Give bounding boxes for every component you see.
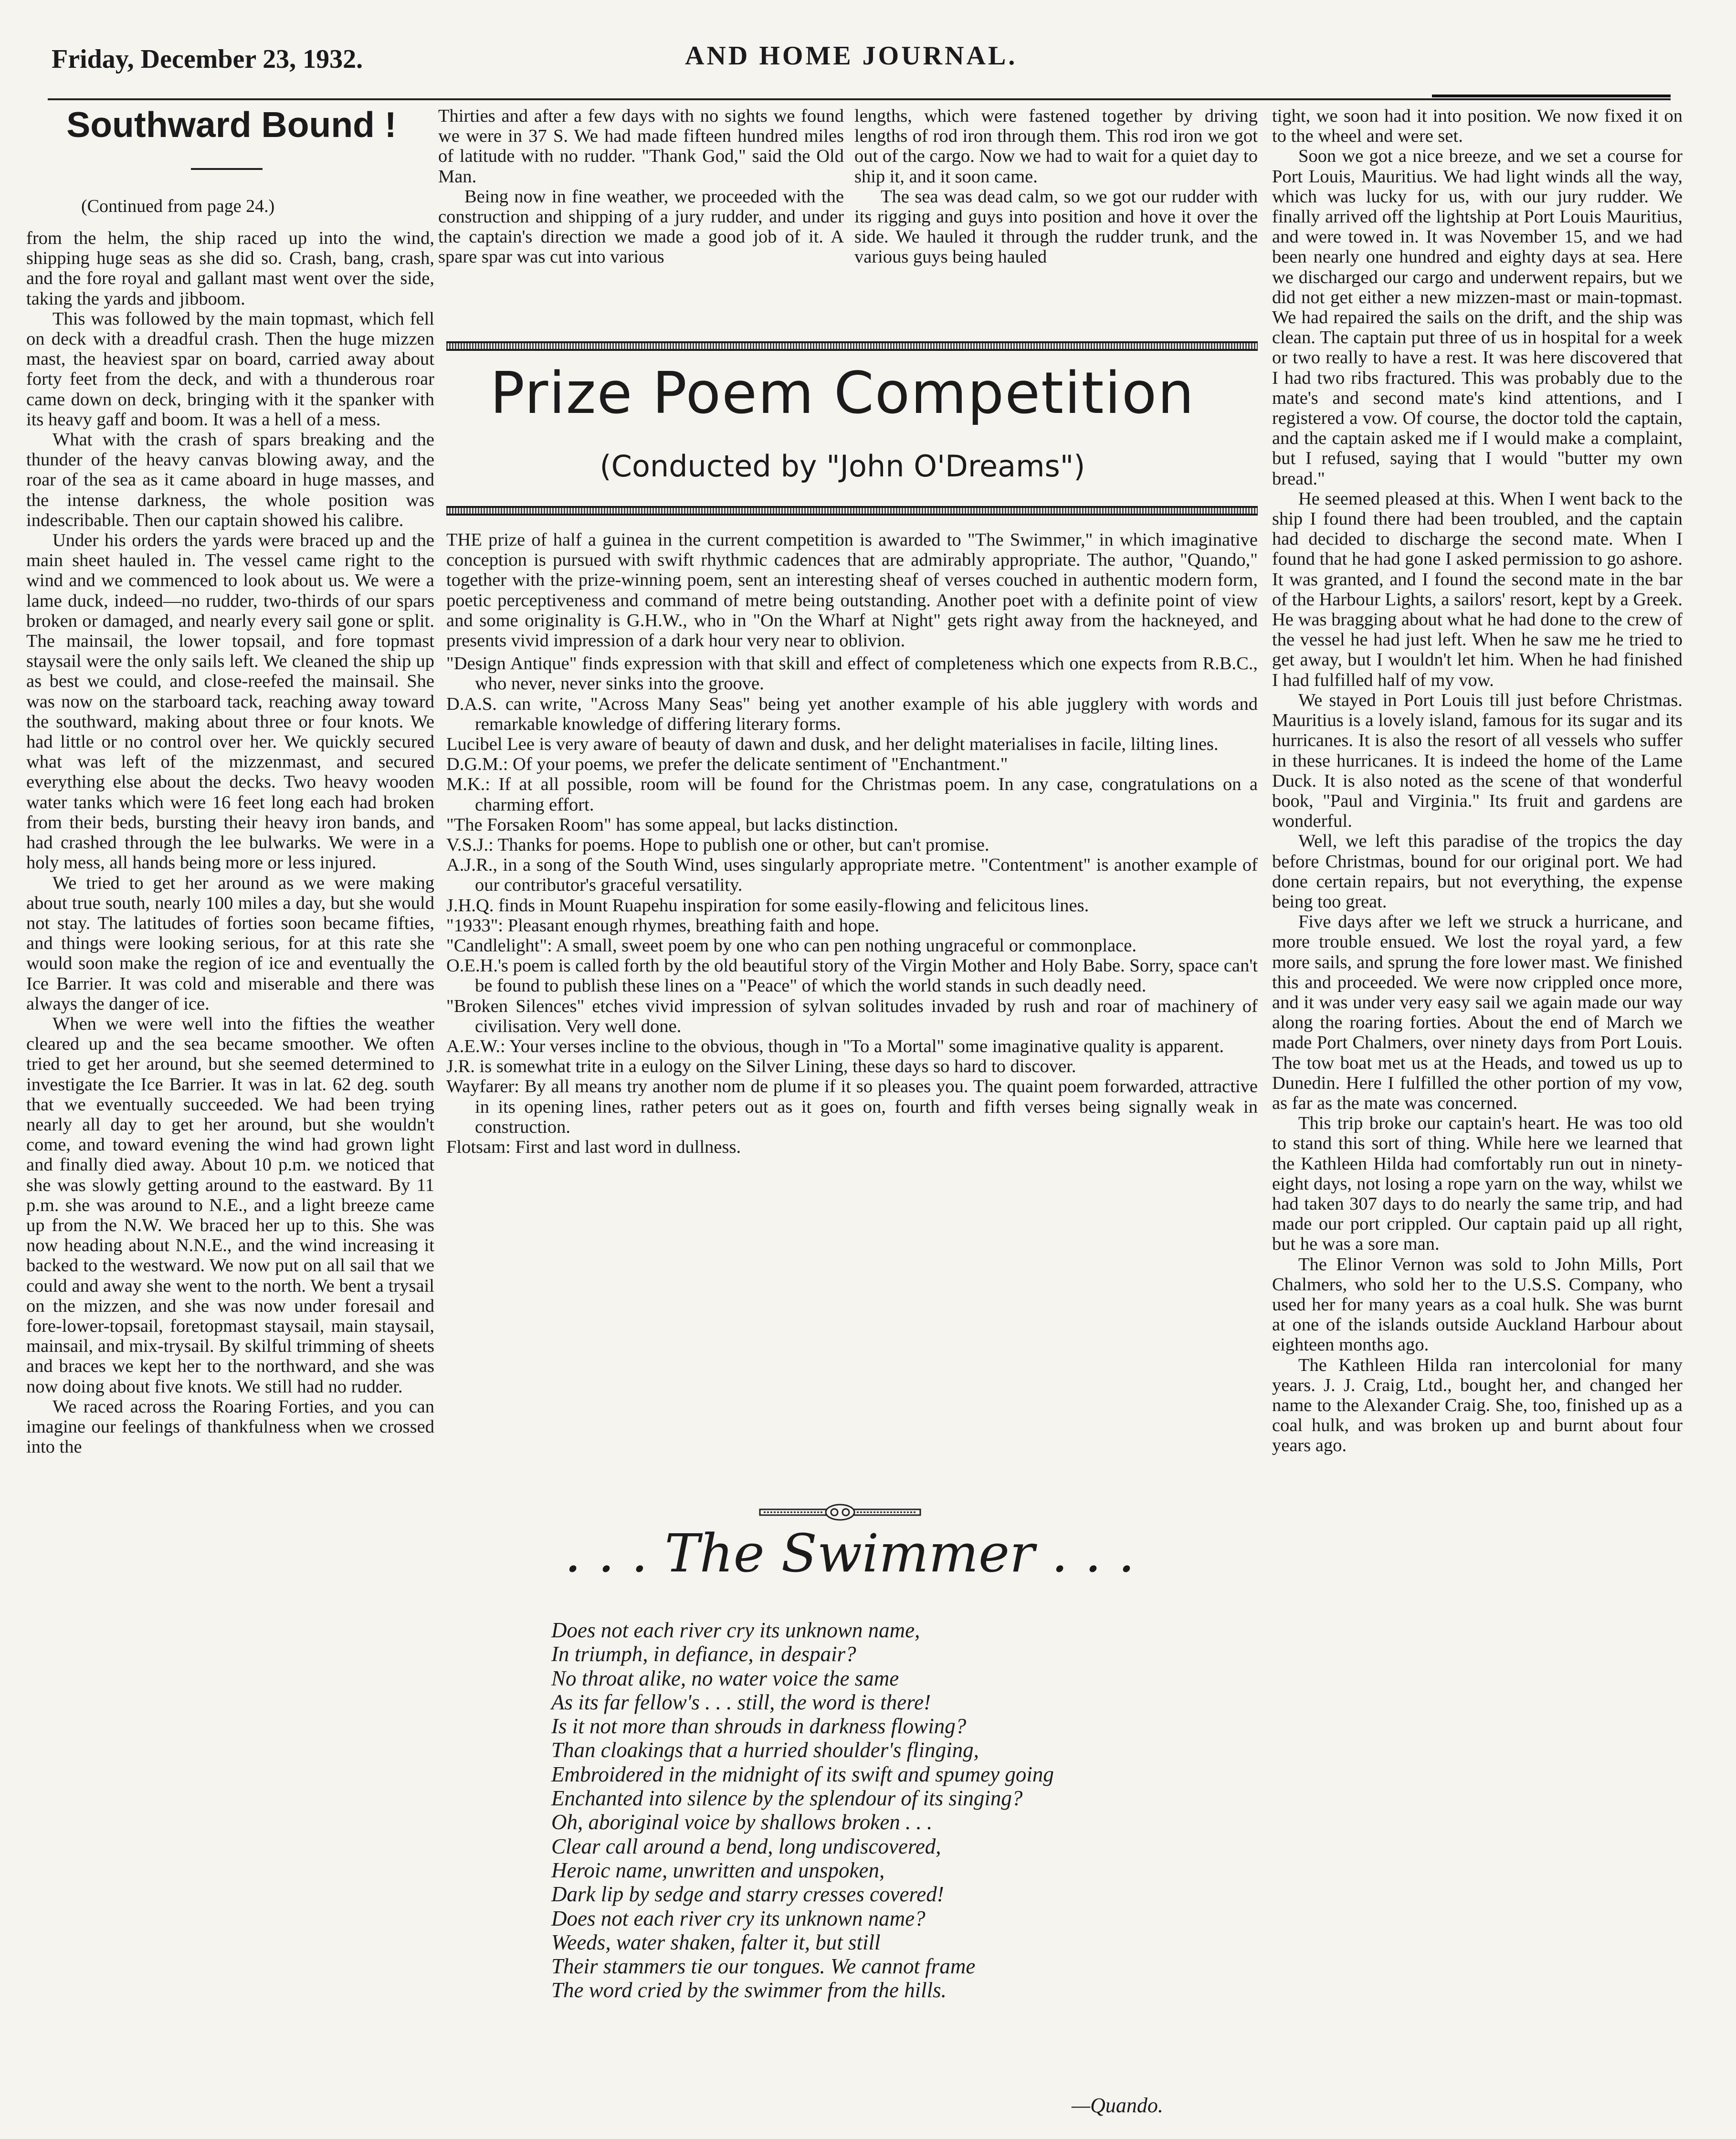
competition-subtitle: (Conducted by "John O'Dreams"): [600, 449, 1085, 484]
paragraph: The Elinor Vernon was sold to John Mills, Port Chalmers, who sold her to the U.S.S. Company, who used her for many years as a coal hulk. She was burnt at one of the islands outside Auckland Harbour about eighteen months ago.: [1272, 1254, 1683, 1355]
list-item: Lucibel Lee is very aware of beauty of dawn and dusk, and her delight materialises in facile, lilting lines.: [446, 734, 1219, 755]
paragraph: Being now in fine weather, we proceeded with the construction and shipping of a jury rudder, and under the captain's direction we made a good job of it. A spare spar was cut into various: [438, 186, 844, 267]
ornament-divider-icon: [759, 1504, 921, 1521]
list-item: A.J.R., in a song of the South Wind, uses singularly appropriate metre. "Contentment" is another example of our contributor's graceful versatility.: [446, 855, 1258, 896]
paragraph: We stayed in Port Louis till just before Christmas. Mauritius is a lovely island, famous for its sugar and its hurricanes. It is also the resort of all vessels who suffer in these hurricanes. It is indeed the home of the Lame Duck. It is also noted as the scene of that wonderful book, "Paul and Virginia." Its fruit and gardens are wonderful.: [1272, 690, 1683, 832]
competition-body: [446, 530, 1258, 1489]
poem-title: . . . The Swimmer . . .: [564, 1523, 1135, 1584]
paragraph: The sea was dead calm, so we got our rudder with its rigging and guys into position and hove it over the side. We hauled it through the rudder trunk, and the various guys being hauled: [854, 186, 1258, 267]
paragraph: Under his orders the yards were braced up and the main sheet hauled in. The vessel came right to the wind and we commenced to look about us. We were a lame duck, indeed—no rudder, two-thirds of our spars broken or damaged, and nearly every sail gone or split. The mainsail, the lower topsail, and fore topmast staysail were the only sails left. We cleaned the ship up as best we could, and close-reefed the mainsail. She was now on the starboard tack, reaching away toward the southward, making about three or four knots. We had little or no control over her. We quickly secured what was left of the mizzenmast, and secured everything else about the decks. Two heavy wooden water tanks which were 16 feet long each had broken from their beds, bursting their heavy iron bands, and had crashed through the lee bulwarks. We were in a holy mess, all hands being more or less injured.: [26, 530, 434, 873]
poem-author: —Quando.: [1072, 2094, 1163, 2117]
paragraph: We tried to get her around as we were making about true south, nearly 100 miles a day, but she would not stay. The latitudes of forties soon became fifties, and things were looking serious, for at this rate she would soon make the region of ice and eventually the Ice Barrier. It was cold and miserable and there was always the danger of ice.: [26, 873, 434, 1014]
header-rule: [48, 98, 1671, 100]
poem-body: [551, 1618, 1267, 2002]
poem-line: No throat alike, no water voice the same: [551, 1666, 899, 1690]
list-item: J.H.Q. finds in Mount Ruapehu inspiration for some easily-flowing and felicitous lines.: [446, 895, 1089, 916]
poem-line: Heroic name, unwritten and unspoken,: [551, 1858, 885, 1882]
paragraph: Thirties and after a few days with no sights we found we were in 37 S. We had made fifteen hundred miles of latitude with no rudder. "Thank God," said the Old Man.: [438, 106, 844, 187]
paragraph: lengths, which were fastened together by driving lengths of rod iron through them. This rod iron we got out of the cargo. Now we had to wait for a quiet day to ship it, and it soon came.: [854, 106, 1258, 187]
list-item: D.A.S. can write, "Across Many Seas" being yet another example of his able jugglery with words and remarkable knowledge of differing literary forms.: [446, 694, 1258, 734]
continued-note: (Continued from page 24.): [81, 196, 275, 216]
list-item: A.E.W.: Your verses incline to the obvious, though in "To a Mortal" some imaginative quality is apparent.: [446, 1036, 1224, 1057]
poem-line: Is it not more than shrouds in darkness flowing?: [551, 1714, 967, 1739]
article-column-2: [438, 106, 844, 326]
publication-title: AND HOME JOURNAL.: [685, 41, 1018, 71]
poem-line: Dark lip by sedge and starry cresses covered!: [551, 1882, 944, 1907]
article-column-3: [854, 106, 1258, 326]
list-item: "1933": Pleasant enough rhymes, breathing faith and hope.: [446, 915, 880, 936]
list-item: V.S.J.: Thanks for poems. Hope to publish one or other, but can't promise.: [446, 835, 989, 855]
paragraph: Soon we got a nice breeze, and we set a course for Port Louis, Mauritius. We had light winds all the way, which was lucky for us, with our jury rudder. We finally arrived off the lightship at Port Louis Mauritius, and were towed in. It was November 15, and we had been nearly one hundred and eighty days at sea. Here we discharged our cargo and underwent repairs, but we did not get either a new mizzen-mast or main-topmast. We had repaired the sails on the drift, and the ship was clean. The captain put three of us in hospital for a week or two really to have a rest. It was here discovered that I had two ribs fractured. This was probably due to the mate's and second mate's kind attentions, and I registered a vow. Of course, the doctor told the captain, and the captain asked me if I would make a complaint, but I refused, saying that I would "butter my own bread.": [1272, 146, 1683, 489]
paragraph: What with the crash of spars breaking and the thunder of the heavy canvas blowing away, and the roar of the sea as it came aboard in huge masses, and the intense darkness, the whole position was indescribable. Then our captain showed his calibre.: [26, 430, 434, 530]
poem-line: Embroidered in the midnight of its swift and spumey going: [551, 1762, 1054, 1786]
paragraph: The Kathleen Hilda ran intercolonial for many years. J. J. Craig, Ltd., bought her, and changed her name to the Alexander Craig. She, too, finished up as a coal hulk, and was broken up and burnt about four years ago.: [1272, 1355, 1683, 1456]
list-item: D.G.M.: Of your poems, we prefer the delicate sentiment of "Enchantment.": [446, 754, 1008, 775]
paragraph: This trip broke our captain's heart. He was too old to stand this sort of thing. While here we learned that the Kathleen Hilda had comfortably run out in ninety-eight days, not losing a rope yarn on the way, whilst we had taken 307 days to do nearly the same trip, and had made our port crippled. Our captain paid up all right, but he was a sore man.: [1272, 1113, 1683, 1254]
competition-title: Prize Poem Competition: [490, 360, 1195, 427]
list-item: "The Forsaken Room" has some appeal, but lacks distinction.: [446, 814, 898, 835]
paragraph: This was followed by the main topmast, which fell on deck with a dreadful crash. Then the huge mizzen mast, the heaviest spar on board, carried away about forty feet from the deck, and with a thunderous roar came down on deck, bringing with it the spanker with its heavy gaff and boom. It was a hell of a mess.: [26, 308, 434, 430]
list-item: O.E.H.'s poem is called forth by the old beautiful story of the Virgin Mother and Holy Babe. Sorry, space can't be found to publish these lines on a "Peace" of which the world stands in such deadly need.: [446, 956, 1258, 996]
issue-date: Friday, December 23, 1932.: [52, 44, 363, 74]
header-rule-thick: [1432, 95, 1671, 97]
article-title: Southward Bound !: [66, 105, 397, 145]
poem-line: In triumph, in defiance, in despair?: [551, 1642, 856, 1666]
section-rule-top: [446, 341, 1258, 351]
entries-list: [446, 653, 1258, 1157]
section-rule-bottom: [446, 506, 1258, 516]
poem-line: Enchanted into silence by the splendour of its singing?: [551, 1786, 1023, 1811]
article-column-1: [26, 228, 434, 2104]
list-item: J.R. is somewhat trite in a eulogy on the Silver Lining, these days so hard to discover.: [446, 1056, 1076, 1077]
list-item: Wayfarer: By all means try another nom de plume if it so pleases you. The quaint poem forwarded, attractive in its opening lines, rather peters out as it goes on, fourth and fifth verses being signally weak in construction.: [446, 1076, 1258, 1137]
poem-line: Does not each river cry its unknown name,: [551, 1618, 920, 1642]
paragraph: tight, we soon had it into position. We now fixed it on to the wheel and were set.: [1272, 106, 1683, 147]
paragraph: Five days after we left we struck a hurricane, and more trouble ensued. We lost the royal yard, a few more sails, and sprung the fore lower mast. We finished this and proceeded. We were now crippled once more, and it was under very easy sail we again made our way along the roaring forties. About the end of March we made Port Chalmers, over ninety days from Port Louis. The tow boat met us at the Heads, and towed us up to Dunedin. Here I fulfilled the other portion of my vow, as far as the mate was concerned.: [1272, 912, 1683, 1113]
list-item: M.K.: If at all possible, room will be found for the Christmas poem. In any case, congratulations on a charming effort.: [446, 774, 1258, 815]
list-item: "Broken Silences" etches vivid impression of sylvan solitudes invaded by rush and roar of machinery of civilisation. Very well done.: [446, 996, 1258, 1036]
paragraph: from the helm, the ship raced up into the wind, shipping huge seas as she did so. Crash, bang, crash, and the fore royal and gallant mast went over the side, taking the yards and jibboom.: [26, 228, 434, 309]
paragraph: We raced across the Roaring Forties, and you can imagine our feelings of thankfulness when we crossed into the: [26, 1396, 434, 1457]
poem-line: As its far fellow's . . . still, the word is there!: [551, 1690, 931, 1714]
paragraph: He seemed pleased at this. When I went back to the ship I found there had been troubled, and the captain had decided to discharge the second mate. When I found that he had gone I asked permission to go ashore. It was granted, and I found the second mate in the bar of the Harbour Lights, a sailors' resort, kept by a Greek. He was bragging about what he had done to the crew of the vessel he had just left. When he saw me he tried to get away, but I wouldn't let him. When he had finished I had fulfilled half of my vow.: [1272, 488, 1683, 690]
paragraph: When we were well into the fifties the weather cleared up and the sea became smoother. We often tried to get her around, but she seemed determined to investigate the Ice Barrier. It was in lat. 62 deg. south that we eventually succeeded. We had been trying nearly all day to get her around, but she wouldn't come, and toward evening the wind had grown light and finally died away. About 10 p.m. we noticed that she was slowly getting around to the eastward. By 11 p.m. she was around to N.E., and a light breeze came up from the N.W. We braced her up to this. She was now heading about N.N.E., and the wind increasing it backed to the westward. We now put on all sail that we could and away she went to the north. We bent a trysail on the mizzen, and she was now under foresail and fore-lower-topsail, foretopmast staysail, main staysail, mainsail, and mix-trysail. By skilful trimming of sheets and braces we kept her to the northward, and she was now doing about five knots. We still had no rudder.: [26, 1013, 434, 1397]
competition-intro: THE prize of half a guinea in the current competition is awarded to "The Swimmer," in which imaginative conception is pursued with swift rhythmic cadences that are admirably appropriate. The author, "Quando," together with the prize-winning poem, sent an interesting sheaf of verses couched in authentic modern form, poetic perceptiveness and command of metre being outstanding. Another poet with a definite point of view and some originality is G.H.W., who in "On the Wharf at Night" gets right away from the hackneyed, and presents vivid impression of a dark hour very near to oblivion.: [446, 530, 1258, 651]
poem-line: Than cloakings that a hurried shoulder's flinging,: [551, 1738, 979, 1762]
title-underline: [191, 168, 263, 170]
poem-line: Does not each river cry its unknown name?: [551, 1906, 926, 1930]
poem-line: Their stammers tie our tongues. We cannot frame: [551, 1954, 976, 1979]
list-item: Flotsam: First and last word in dullness.: [446, 1137, 741, 1158]
poem-line: Weeds, water shaken, falter it, but still: [551, 1930, 881, 1954]
article-column-4: [1272, 106, 1683, 2111]
poem-line: Oh, aboriginal voice by shallows broken . . .: [551, 1810, 933, 1834]
poem-line: Clear call around a bend, long undiscovered,: [551, 1834, 941, 1858]
list-item: "Candlelight": A small, sweet poem by one who can pen nothing ungraceful or commonplace.: [446, 936, 1136, 956]
list-item: "Design Antique" finds expression with that skill and effect of completeness which one expects from R.B.C., who never, never sinks into the groove.: [446, 653, 1258, 694]
poem-line: The word cried by the swimmer from the hills.: [551, 1978, 947, 2002]
paragraph: Well, we left this paradise of the tropics the day before Christmas, bound for our original port. We had done certain repairs, but not everything, the expense being too great.: [1272, 831, 1683, 912]
